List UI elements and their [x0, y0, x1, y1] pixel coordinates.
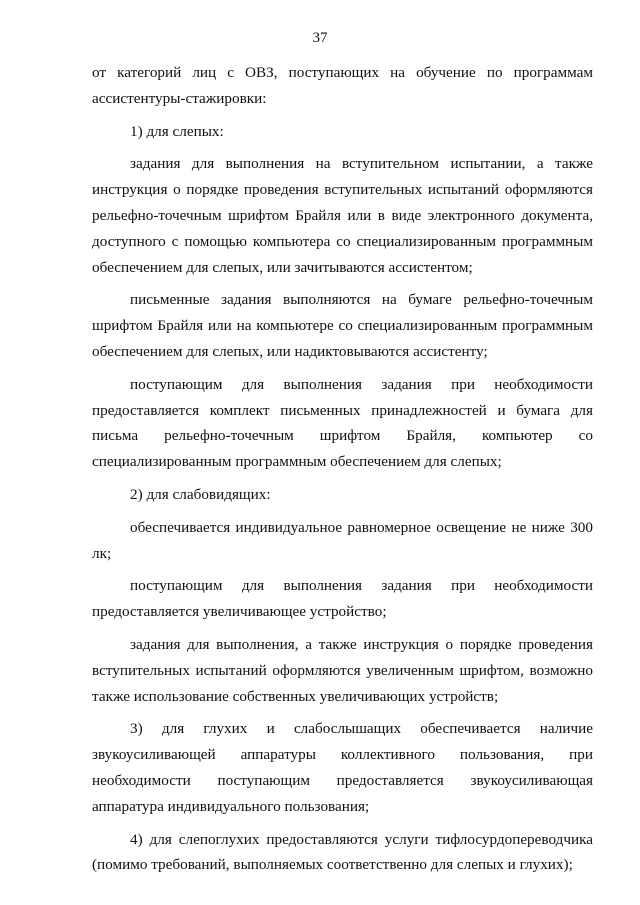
document-body	[92, 60, 593, 878]
paragraph-heading-low-vision: 2) для слабовидящих:	[130, 485, 271, 503]
paragraph-low-vision-lighting: обеспечивается индивидуальное равномерное освещение не ниже 300 лк;	[92, 518, 593, 562]
paragraph-blind-supplies: поступающим для выполнения задания при необходимости предоставляется комплект письменных принадлежностей и бумага для письма рельефно-точечным шрифтом Брайля, компьютер со специализированным программным обеспечением для слепых;	[92, 375, 593, 471]
paragraph-deafblind: 4) для слепоглухих предоставляются услуги тифлосурдопереводчика (помимо требований, выполняемых соответственно для слепых и глухих);	[92, 830, 593, 874]
paragraph-heading-blind: 1) для слепых:	[130, 122, 224, 140]
paragraph-low-vision-magnifier: поступающим для выполнения задания при необходимости предоставляется увеличивающее устройство;	[92, 577, 593, 621]
paragraph-blind-tasks: задания для выполнения на вступительном испытании, а также инструкция о порядке проведения вступительных испытаний оформляются рельефно-точечным шрифтом Брайля или в виде электронного документа, доступного с помощью компьютера со специализированным программным обеспечением для слепых, или зачитываются ассистентом;	[92, 155, 593, 276]
paragraph-blind-written: письменные задания выполняются на бумаге рельефно-точечным шрифтом Брайля или на компьютере со специализированным программным обеспечением для слепых, или надиктовываются ассистенту;	[92, 291, 593, 360]
page-number: 37	[312, 30, 328, 46]
paragraph-low-vision-large-font: задания для выполнения, а также инструкция о порядке проведения вступительных испытаний оформляются увеличенным шрифтом, возможно также использование собственных увеличивающих устройств;	[92, 635, 593, 705]
paragraph-deaf: 3) для глухих и слабослышащих обеспечивается наличие звукоусиливающей аппаратуры коллективного пользования, при необходимости поступающим предоставляется звукоусиливающая аппаратура индивидуального пользования;	[92, 720, 593, 815]
paragraph-intro: от категорий лиц с ОВЗ, поступающих на обучение по программам ассистентуры-стажировки:	[92, 64, 593, 107]
